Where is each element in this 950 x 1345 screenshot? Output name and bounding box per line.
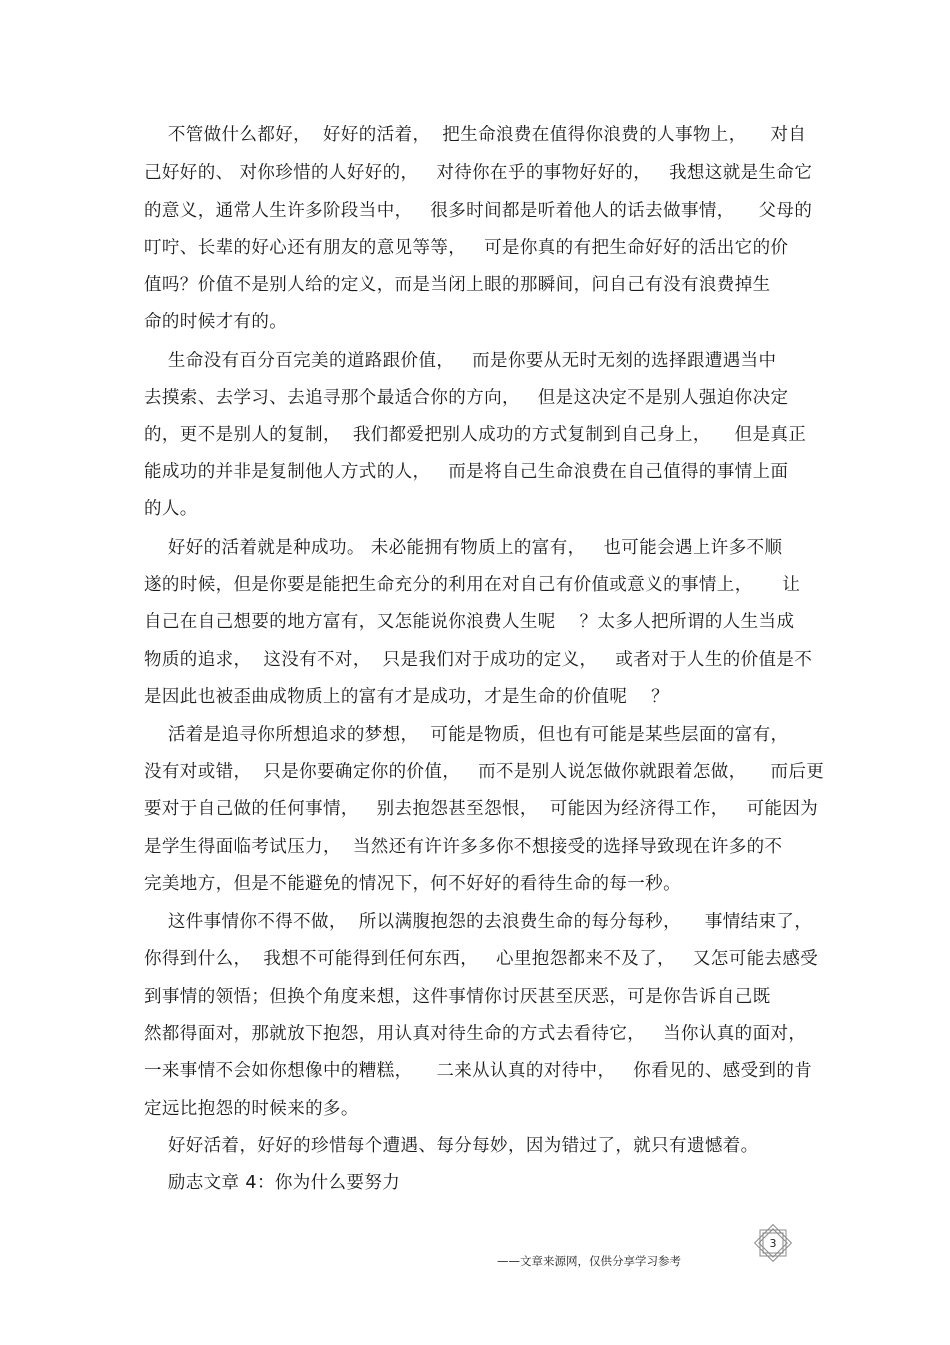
text-line: 是学生得面临考试压力， 当然还有许许多多你不想接受的选择导致现在许多的不 [144,837,783,857]
text-line: 去摸索、去学习、去追寻那个最适合你的方向， 但是这决定不是别人强迫你决定 [144,388,789,408]
text-line: 不管做什么都好， 好好的活着， 把生命浪费在值得你浪费的人事物上， 对自 [144,125,807,145]
section-heading: 励志文章 4：你为什么要努力 [144,1173,401,1193]
text-line: 要对于自己做的任何事情， 别去抱怨甚至怨恨， 可能因为经济得工作， 可能因为 [144,799,819,819]
text-line: 己好好的、 对你珍惜的人好好的， 对待你在乎的事物好好的， 我想这就是生命它 [144,163,813,183]
page-number: 3 [769,1236,777,1250]
text-line: 一来事情不会如你想像中的糟糕， 二来从认真的对待中， 你看见的、感受到的肯 [144,1061,813,1081]
text-line: 完美地方，但是不能避免的情况下，何不好好的看待生命的每一秒。 [144,874,681,894]
text-line: 活着是追寻你所想追求的梦想， 可能是物质，但也有可能是某些层面的富有， [144,725,789,745]
text-line: 的人。 [144,499,198,519]
text-line: 值吗？价值不是别人给的定义，而是当闭上眼的那瞬间，问自己有没有浪费掉生 [144,275,771,295]
text-line: 物质的追求， 这没有不对， 只是我们对于成功的定义， 或者对于人生的价值是不 [144,650,813,670]
text-line: 的意义，通常人生许多阶段当中， 很多时间都是听着他人的话去做事情， 父母的 [144,201,813,221]
text-line: 的，更不是别人的复制， 我们都爱把别人成功的方式复制到自己身上， 但是真正 [144,425,807,445]
text-line: 好好的活着就是种成功。 未必能拥有物质上的富有， 也可能会遇上许多不顺 [144,538,783,558]
text-line: 是因此也被歪曲成物质上的富有才是成功，才是生命的价值呢 ？ [144,687,670,707]
text-line: 定远比抱怨的时候来的多。 [144,1099,359,1119]
footer-note: ——文章来源网，仅供分享学习参考 [497,1254,681,1268]
page-number-badge [749,1219,797,1267]
text-line: 命的时候才有的。 [144,312,288,332]
text-line: 好好活着，好好的珍惜每个遭遇、每分每妙，因为错过了，就只有遗憾着。 [144,1136,759,1156]
text-line: 叮咛、长辈的好心还有朋友的意见等等， 可是你真的有把生命好好的活出它的价 [144,238,789,258]
text-line: 到事情的领悟；但换个角度来想，这件事情你讨厌甚至厌恶，可是你告诉自己既 [144,987,771,1007]
text-line: 然都得面对，那就放下抱怨，用认真对待生命的方式去看待它， 当你认真的面对， [144,1024,807,1044]
text-line: 能成功的并非是复制他人方式的人， 而是将自己生命浪费在自己值得的事情上面 [144,462,789,482]
text-line: 自己在自己想要的地方富有，又怎能说你浪费人生呢 ？太多人把所谓的人生当成 [144,612,795,632]
text-line: 生命没有百分百完美的道路跟价值， 而是你要从无时无刻的选择跟遭遇当中 [144,351,777,371]
text-line: 遂的时候，但是你要是能把生命充分的利用在对自己有价值或意义的事情上， 让 [144,575,801,595]
text-line: 你得到什么， 我想不可能得到任何东西， 心里抱怨都来不及了， 又怎可能去感受 [144,949,819,969]
text-line: 没有对或错， 只是你要确定你的价值， 而不是别人说怎做你就跟着怎做， 而后更 [144,762,825,782]
text-line: 这件事情你不得不做， 所以满腹抱怨的去浪费生命的每分每秒， 事情结束了， [144,912,813,932]
